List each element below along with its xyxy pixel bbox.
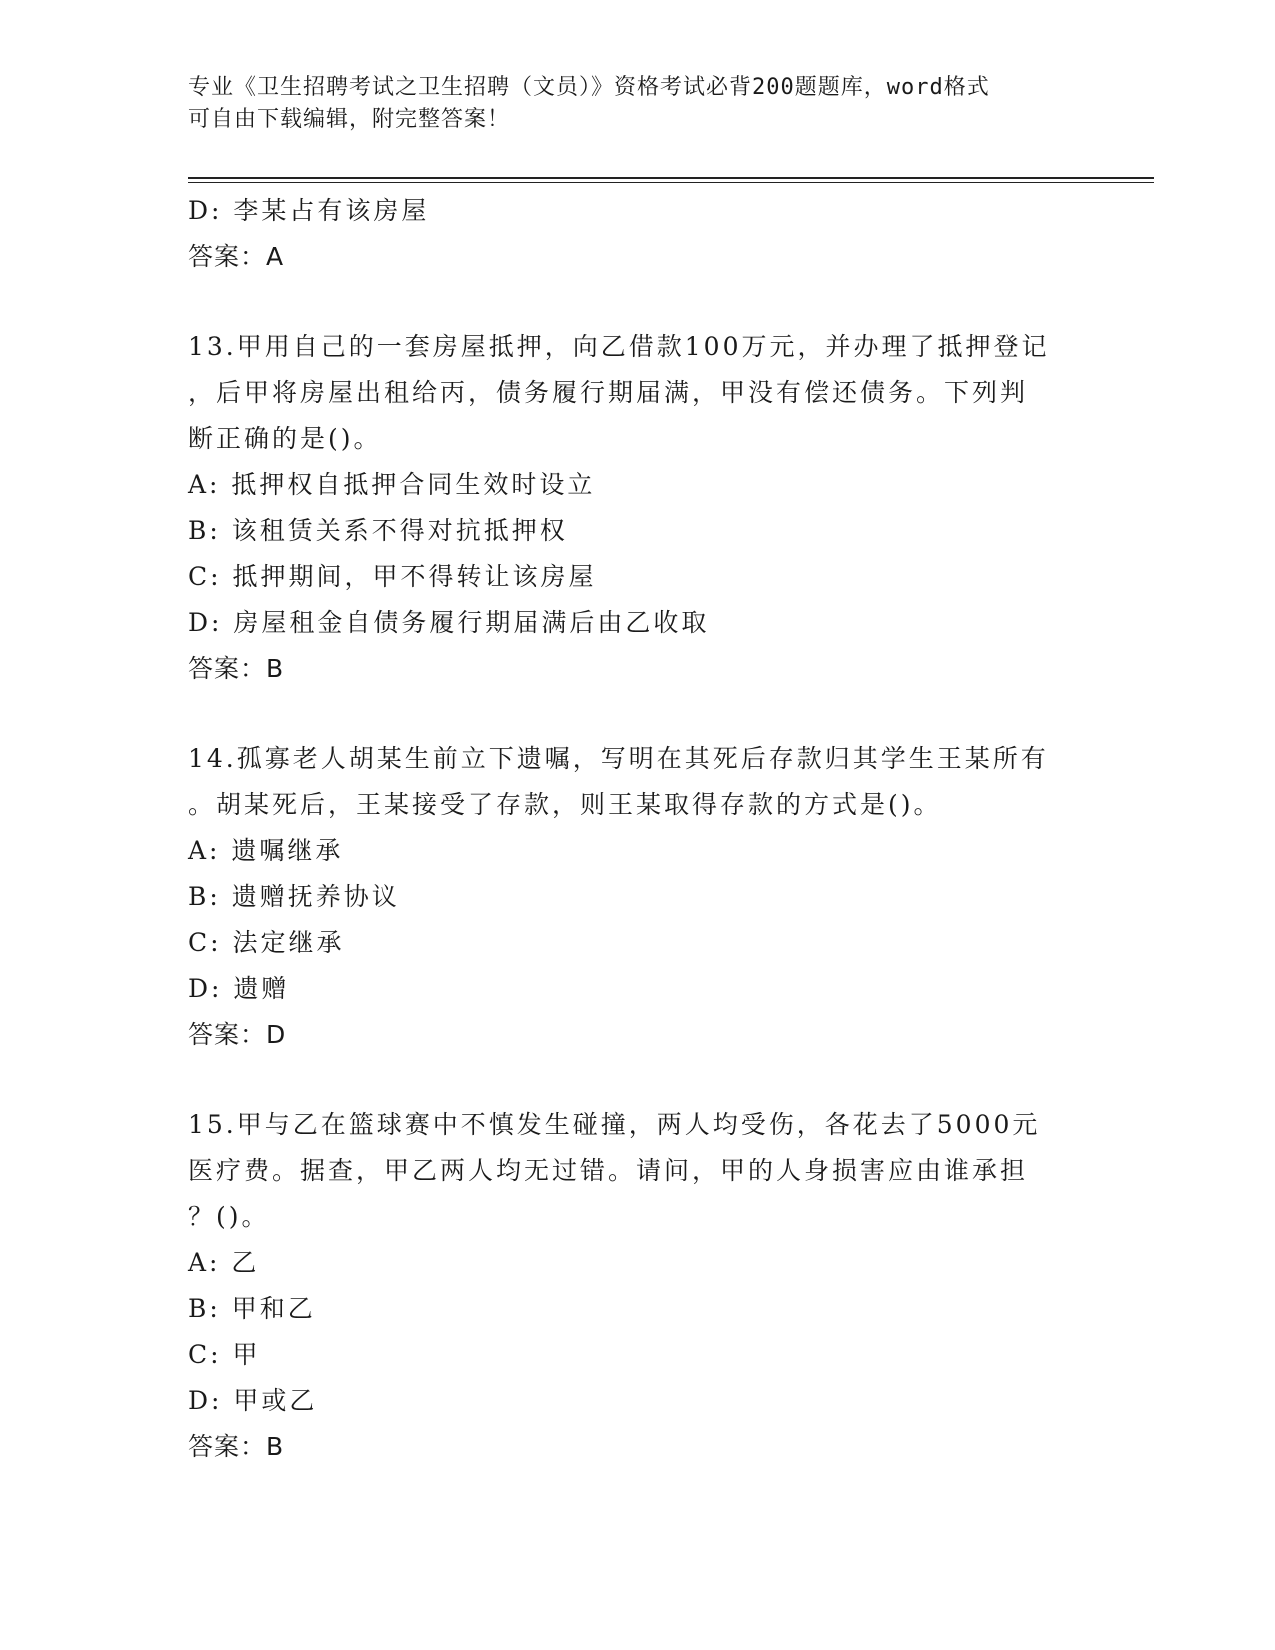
option-d: D: 房屋租金自债务履行期届满后由乙收取 xyxy=(188,608,710,637)
question-text-line: 13.甲用自己的一套房屋抵押，向乙借款100万元，并办理了抵押登记 xyxy=(188,332,1050,361)
answer: 答案：D xyxy=(188,1020,287,1049)
header-divider-thin xyxy=(188,182,1154,183)
question-13 xyxy=(188,324,1088,692)
prev-answer: 答案：A xyxy=(188,242,285,271)
option-b: B: 该租赁关系不得对抗抵押权 xyxy=(188,516,568,545)
page-header xyxy=(188,72,1088,136)
option-c: C: 抵押期间，甲不得转让该房屋 xyxy=(188,562,597,591)
option-c: C: 法定继承 xyxy=(188,928,345,957)
header-line-1: 专业《卫生招聘考试之卫生招聘（文员）》资格考试必背200题题库，word格式 xyxy=(188,75,990,100)
question-text-line: 14.孤寡老人胡某生前立下遗嘱，写明在其死后存款归其学生王某所有 xyxy=(188,744,1049,773)
question-text-line: 15.甲与乙在篮球赛中不慎发生碰撞，两人均受伤，各花去了5000元 xyxy=(188,1110,1041,1139)
question-15 xyxy=(188,1102,1088,1470)
question-text-line: 断正确的是()。 xyxy=(188,424,382,453)
option-a: A: 抵押权自抵押合同生效时设立 xyxy=(188,470,596,499)
question-text-line: 。胡某死后，王某接受了存款，则王某取得存款的方式是()。 xyxy=(188,790,942,819)
spacer xyxy=(188,1058,1088,1102)
option-a: A: 乙 xyxy=(188,1248,260,1277)
option-b: B: 遗赠抚养协议 xyxy=(188,882,400,911)
question-list xyxy=(188,188,1088,1470)
prev-option-d: D: 李某占有该房屋 xyxy=(188,196,430,225)
question-text-line: 医疗费。据查，甲乙两人均无过错。请问，甲的人身损害应由谁承担 xyxy=(188,1156,1029,1185)
option-d: D: 甲或乙 xyxy=(188,1386,318,1415)
question-text-line: ，后甲将房屋出租给丙，债务履行期届满，甲没有偿还债务。下列判 xyxy=(188,378,1029,407)
spacer xyxy=(188,280,1088,324)
spacer xyxy=(188,692,1088,736)
header-divider-thick xyxy=(188,177,1154,179)
question-14 xyxy=(188,736,1088,1058)
option-b: B: 甲和乙 xyxy=(188,1294,316,1323)
header-line-2: 可自由下载编辑，附完整答案！ xyxy=(188,107,511,132)
option-d: D: 遗赠 xyxy=(188,974,290,1003)
option-a: A: 遗嘱继承 xyxy=(188,836,344,865)
answer: 答案：B xyxy=(188,654,285,683)
answer: 答案：B xyxy=(188,1432,285,1461)
option-c: C: 甲 xyxy=(188,1340,261,1369)
question-text-line: ？()。 xyxy=(188,1202,270,1231)
